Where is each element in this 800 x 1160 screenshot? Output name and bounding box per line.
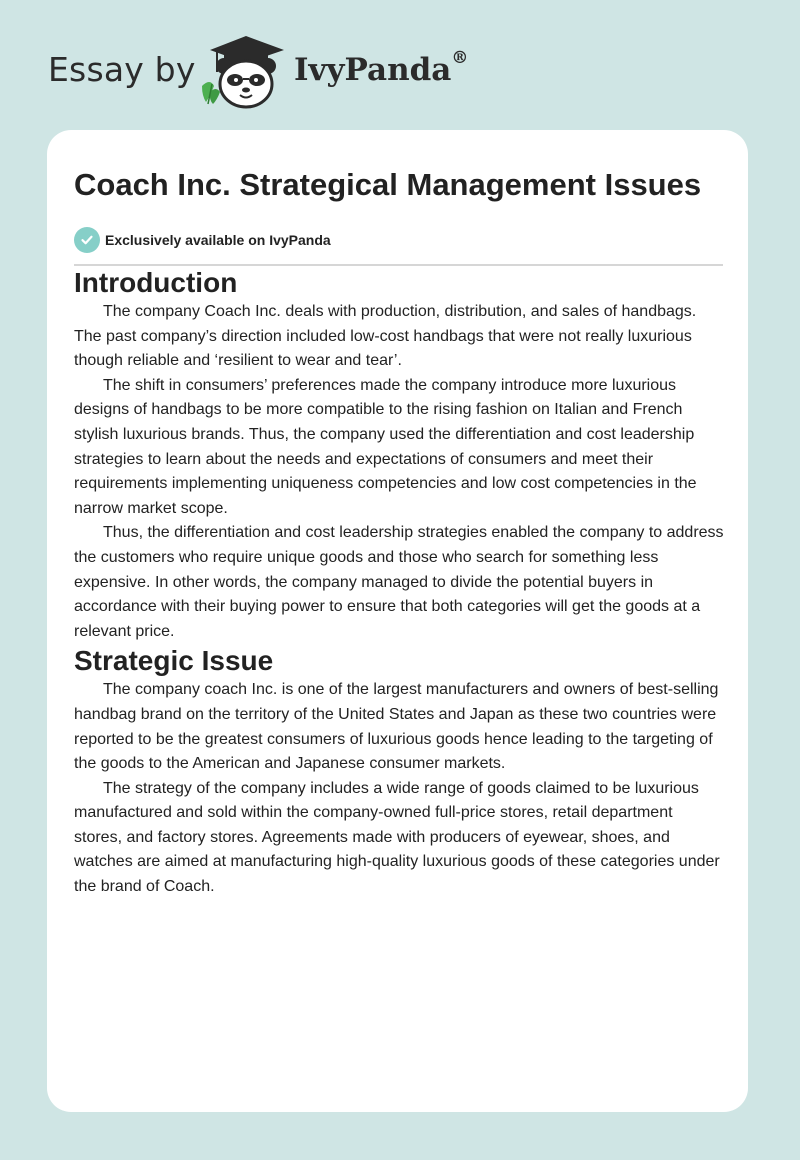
section-heading: Strategic Issue: [74, 645, 274, 677]
exclusive-badge-label: Exclusively available on IvyPanda: [105, 232, 331, 248]
paragraph: The company Coach Inc. deals with production, distribution, and sales of handbags. The past company’s direction included low-cost handbags that were not really luxurious though reliable and ‘resilient to wear and tear’.: [74, 303, 697, 370]
essay-by-label: Essay by: [48, 50, 196, 89]
brand-name[interactable]: [294, 48, 469, 88]
section-strategic-issue: [74, 644, 724, 899]
page-title: Coach Inc. Strategical Management Issues: [74, 167, 702, 202]
section-heading: Introduction: [74, 267, 238, 298]
checkmark-circle-icon: [74, 227, 100, 253]
section-introduction: [74, 266, 724, 644]
panda-graduate-logo-icon[interactable]: [200, 32, 292, 110]
paragraph: The strategy of the company includes a wide range of goods claimed to be luxurious manufactured and sold within the company-owned full-price stores, retail department stores, and factory stores. Agreements made with producers of eyewear, shoes, and watches are aimed at manufacturing high-quality luxurious goods of these categories under the brand of Coach.: [74, 779, 720, 896]
site-header: [48, 30, 468, 110]
essay-content: [74, 164, 724, 900]
essay-card: [47, 130, 748, 1112]
ivy-leaf-icon: [202, 82, 220, 104]
paragraph: Thus, the differentiation and cost leadership strategies enabled the company to address the customers who require unique goods and those who search for something less expensive. In other words, the company managed to divide the potential buyers in accordance with their buying power to ensure that both categories will get the goods at a relevant price.: [74, 524, 724, 640]
paragraph: The shift in consumers’ preferences made the company introduce more luxurious designs of handbags to be more compatible to the rising fashion on Italian and French stylish luxurious brands. Thus, the company used the differentiation and cost leadership strategies to learn about the needs and expectations of consumers and meet their requirements implementing uniqueness competencies and low cost competencies in the narrow market scope.: [74, 376, 697, 517]
exclusive-badge: [74, 226, 724, 254]
registered-mark: ®: [451, 48, 469, 68]
brand-name-text: IvyPanda: [294, 52, 452, 88]
paragraph: The company coach Inc. is one of the largest manufacturers and owners of best-selling handbag brand on the territory of the United States and Japan as these two countries were reported to be the greatest consumers of luxurious goods hence leading to the targeting of the goods to the American and Japanese consumer markets.: [74, 681, 719, 773]
